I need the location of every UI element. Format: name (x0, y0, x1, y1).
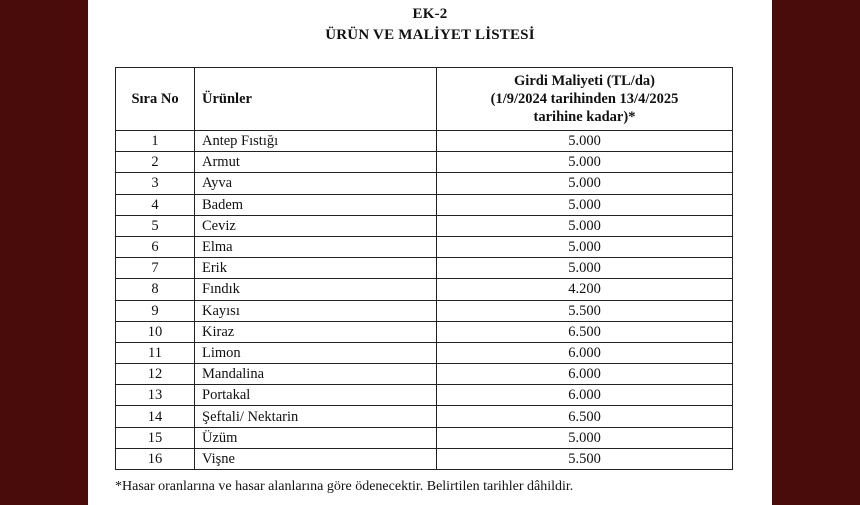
row-number: 6 (116, 236, 195, 257)
row-cost: 5.000 (437, 215, 733, 236)
row-cost: 5.500 (437, 448, 733, 469)
row-cost: 6.000 (437, 342, 733, 363)
row-number: 9 (116, 300, 195, 321)
row-product: Badem (195, 194, 437, 215)
row-product: Şeftali/ Nektarin (195, 406, 437, 427)
table-row (116, 258, 733, 279)
table-body (116, 131, 733, 470)
row-number: 5 (116, 215, 195, 236)
row-number: 7 (116, 258, 195, 279)
row-number: 3 (116, 173, 195, 194)
header-maliyet-line1: Girdi Maliyeti (TL/da) (514, 73, 655, 89)
row-product: Ayva (195, 173, 437, 194)
row-number: 14 (116, 406, 195, 427)
row-cost: 5.000 (437, 152, 733, 173)
table-row (116, 321, 733, 342)
row-number: 15 (116, 427, 195, 448)
table-row (116, 385, 733, 406)
row-product: Mandalina (195, 364, 437, 385)
table-row (116, 300, 733, 321)
header-urunler: Ürünler (195, 68, 437, 131)
table-row (116, 152, 733, 173)
row-product: Elma (195, 236, 437, 257)
row-number: 11 (116, 342, 195, 363)
row-product: Antep Fıstığı (195, 131, 437, 152)
table-row (116, 406, 733, 427)
row-cost: 5.500 (437, 300, 733, 321)
row-product: Ceviz (195, 215, 437, 236)
row-cost: 5.000 (437, 236, 733, 257)
row-cost: 5.000 (437, 194, 733, 215)
header-girdi-maliyeti (437, 68, 733, 131)
table-row (116, 427, 733, 448)
table-row (116, 173, 733, 194)
header-sira-no: Sıra No (116, 68, 195, 131)
row-product: Armut (195, 152, 437, 173)
row-cost: 6.000 (437, 364, 733, 385)
document-page (88, 0, 772, 505)
row-cost: 4.200 (437, 279, 733, 300)
row-number: 1 (116, 131, 195, 152)
table-row (116, 342, 733, 363)
row-number: 16 (116, 448, 195, 469)
table-row (116, 131, 733, 152)
header-maliyet-line2: (1/9/2024 tarihinden 13/4/2025 (490, 91, 679, 107)
product-cost-table (115, 67, 733, 470)
footnote: *Hasar oranlarına ve hasar alanlarına göre ödenecektir. Belirtilen tarihler dâhildir. (115, 479, 574, 494)
table-header-row (116, 68, 733, 131)
row-number: 12 (116, 364, 195, 385)
table-row (116, 236, 733, 257)
header-maliyet-line3: tarihine kadar)* (533, 109, 636, 125)
row-product: Üzüm (195, 427, 437, 448)
row-cost: 6.500 (437, 406, 733, 427)
row-number: 4 (116, 194, 195, 215)
row-cost: 5.000 (437, 173, 733, 194)
table-row (116, 194, 733, 215)
row-number: 2 (116, 152, 195, 173)
row-cost: 5.000 (437, 427, 733, 448)
row-product: Limon (195, 342, 437, 363)
row-cost: 6.000 (437, 385, 733, 406)
row-product: Kayısı (195, 300, 437, 321)
table-row (116, 364, 733, 385)
table-row (116, 279, 733, 300)
row-number: 8 (116, 279, 195, 300)
row-product: Vişne (195, 448, 437, 469)
row-cost: 5.000 (437, 258, 733, 279)
row-product: Erik (195, 258, 437, 279)
table-row (116, 448, 733, 469)
row-cost: 6.500 (437, 321, 733, 342)
row-number: 13 (116, 385, 195, 406)
row-product: Portakal (195, 385, 437, 406)
row-cost: 5.000 (437, 131, 733, 152)
row-product: Kiraz (195, 321, 437, 342)
row-number: 10 (116, 321, 195, 342)
document-title: ÜRÜN VE MALİYET LİSTESİ (325, 27, 535, 43)
table-row (116, 215, 733, 236)
row-product: Fındık (195, 279, 437, 300)
annex-label: EK-2 (412, 6, 448, 22)
